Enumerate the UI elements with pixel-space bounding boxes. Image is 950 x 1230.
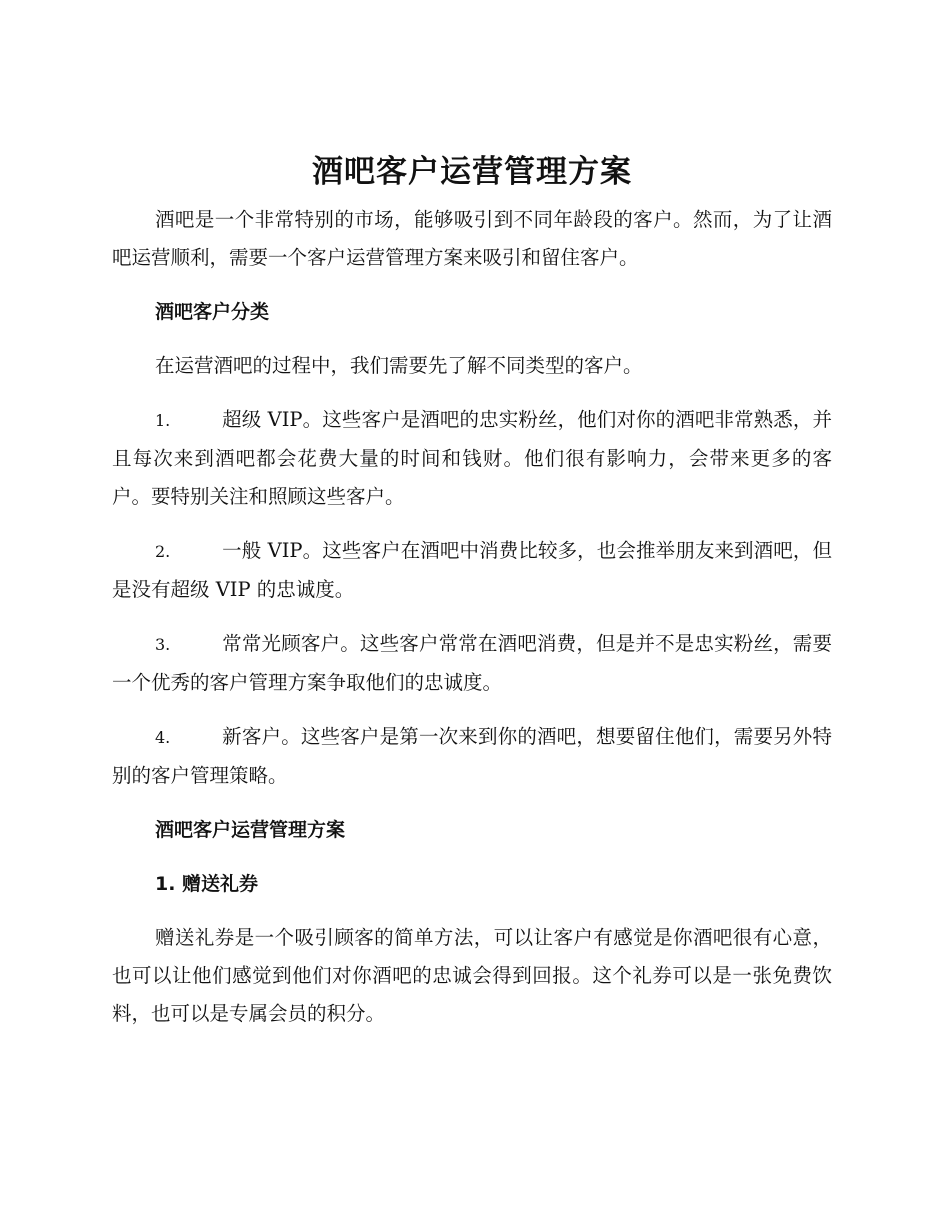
section-heading-customer-types: 酒吧客户分类	[155, 301, 270, 323]
document-title: 酒吧客户运营管理方案	[312, 154, 632, 190]
list-text: 一般 VIP。这些客户在酒吧中消费比较多，也会推举朋友来到酒吧，但是没有超级 VIP 的忠诚度。	[112, 539, 832, 601]
list-number: 4.	[155, 728, 171, 747]
intro-paragraph: 酒吧是一个非常特别的市场，能够吸引到不同年龄段的客户。然而，为了让酒吧运营顺利，需要一个客户运营管理方案来吸引和留住客户。	[112, 208, 832, 269]
list-number: 1.	[155, 411, 171, 430]
list-text: 常常光顾客户。这些客户常常在酒吧消费，但是并不是忠实粉丝，需要一个优秀的客户管理方案争取他们的忠诚度。	[112, 632, 832, 694]
section-heading-management-plan: 酒吧客户运营管理方案	[155, 819, 346, 841]
list-item	[112, 625, 832, 702]
list-number: 2.	[155, 542, 171, 561]
section-lead-paragraph: 在运营酒吧的过程中，我们需要先了解不同类型的客户。	[155, 354, 643, 377]
list-text: 新客户。这些客户是第一次来到你的酒吧，想要留住他们，需要另外特别的客户管理策略。	[112, 725, 832, 787]
subsection-heading-gift-vouchers: 1. 赠送礼券	[155, 873, 259, 895]
list-item	[112, 532, 832, 609]
gift-vouchers-paragraph: 赠送礼券是一个吸引顾客的简单方法，可以让客户有感觉是你酒吧很有心意，也可以让他们感觉到他们对你酒吧的忠诚会得到回报。这个礼券可以是一张免费饮料，也可以是专属会员的积分。	[112, 926, 832, 1025]
list-item	[112, 718, 832, 795]
list-item	[112, 401, 832, 516]
list-text: 超级 VIP。这些客户是酒吧的忠实粉丝，他们对你的酒吧非常熟悉，并且每次来到酒吧都会花费大量的时间和钱财。他们很有影响力，会带来更多的客户。要特别关注和照顾这些客户。	[112, 408, 832, 508]
list-number: 3.	[155, 635, 171, 654]
